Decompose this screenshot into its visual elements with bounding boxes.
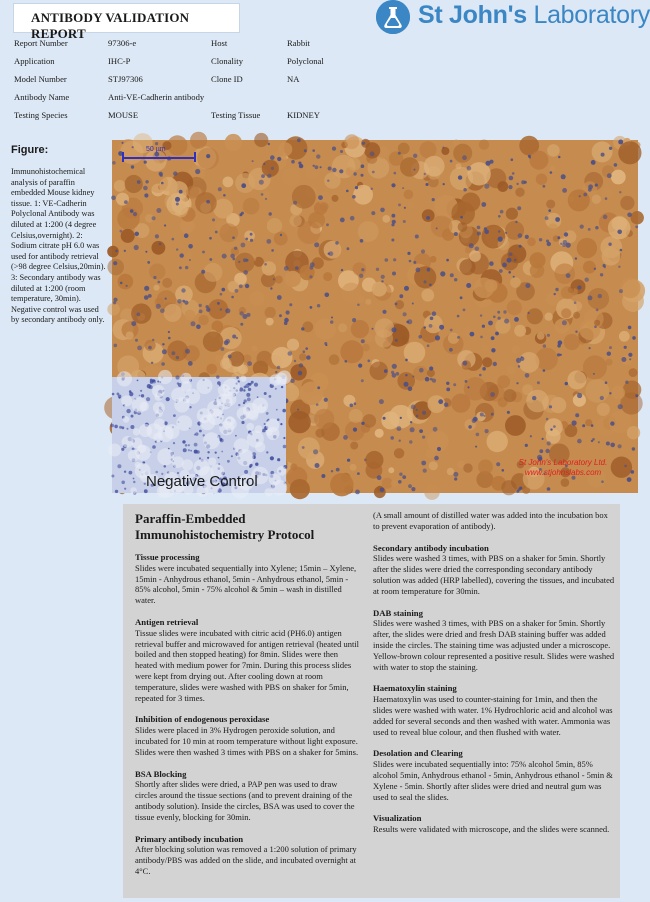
protocol-section: Inhibition of endogenous peroxidase Slides were placed in 3% Hydrogen peroxide solution, and incubated for 10 min at room temperature without light exposure. Slides were then washed 3 times with PBS on a shaker for 5mins.: [135, 714, 359, 757]
info-row: Testing Species MOUSE Testing Tissue KIDNEY: [14, 110, 320, 120]
info-row: Report Number 97306-e Host Rabbit: [14, 38, 310, 48]
brand-name: St John's Laboratory: [418, 1, 650, 29]
protocol-intro: (A small amount of distilled water was added into the incubation box to prevent evaporation of antibody).: [373, 510, 608, 531]
protocol-title: Paraffin-Embedded Immunohistochemistry Protocol: [135, 511, 315, 542]
protocol-section: Haematoxylin staining Haematoxylin was used to counter-staining for 1min, and then the slides were washed with water. 1% Hydrochloric acid and alcohol was added for several seconds and then washed with water. Ammonia was used to reveal blue colour, and then flushed with water.: [373, 683, 613, 737]
protocol-panel: [123, 504, 620, 898]
protocol-section: Tissue processing Slides were incubated sequentially into Xylene; 15min – Xylene, 15min - Anhydrous ethanol, 5min - Anhydrous ethanol, 5min - 85% alcohol, 5min - 75% alcohol & 5min – wash in distilled water.: [135, 552, 357, 606]
protocol-section: DAB staining Slides were washed 3 times, with PBS on a shaker for 5min. Shortly after, the slides were dried and fresh DAB staining buffer was added inside the circles. The staining time was adjusted under a microscope. Yellow-brown colour represented a positive result. Slides were washed with water to stop the staining.: [373, 607, 615, 672]
figure-caption: Immunohistochemical analysis of paraffin embedded Mouse kidney tissue. 1: VE-Cadherin Polyclonal Antibody was diluted at 1:200 (4 degree Celsius,overnight). 2: Sodium citrate pH 6.0 was used for antibody retrieval (>98 degree Celsius,20min). 3: Secondary antibody was diluted at 1:200 (room temperature, 30min). Negative control was used by secondary antibody only.: [11, 167, 106, 325]
microscopy-image: [112, 140, 638, 493]
protocol-section: Secondary antibody incubation Slides were washed 3 times, with PBS on a shaker for 5min. Shortly after the slides were dried the corresponding secondary antibody solution was added (HRP labelled), covering the tissues, and incubated at room temperature for 30min.: [373, 542, 615, 596]
info-row: Application IHC-P Clonality Polyclonal: [14, 56, 324, 66]
info-row: Model Number STJ97306 Clone ID NA: [14, 74, 300, 84]
protocol-section: Visualization Results were validated with microscope, and the slides were scanned.: [373, 813, 610, 835]
negative-control-image: [112, 377, 286, 493]
scale-bar: 50 µm: [122, 152, 196, 162]
protocol-left-column: [135, 552, 361, 888]
protocol-section: Antigen retrieval Tissue slides were incubated with citric acid (PH6.0) antigen retrieval buffer and microwaved for antigen retrieval (heated until boiled and then stopped heating) for 8min. Slides were then heated with medium power for 7min. During this process slides were kept from drying out. After cooling down at room temperature, slides were washed with PBS on shaker for 5min, repeated for 3 times.: [135, 616, 360, 703]
report-title-box: [13, 3, 240, 41]
protocol-section: Desolation and Clearing Slides were incubated sequentially into: 75% alcohol 5min, 85% alcohol 5min, Anhydrous ethanol - 5min, Anhydrous ethanol - 5min & Xylene - 5min. Shortly after slides were dried and neutral gum was used to seal the slides.: [373, 748, 613, 802]
negative-control-label: Negative Control: [146, 473, 258, 490]
watermark: St John's Laboratory Ltd. www.stjohnslabs.com: [518, 458, 608, 477]
flask-icon: [376, 0, 410, 34]
protocol-right-column: [373, 510, 615, 846]
protocol-section: Primary antibody incubation After blocking solution was removed a 1:200 solution of primary antibody/PBS was added on the slide, and incubated overnight at 4°C.: [135, 833, 357, 876]
company-logo: [376, 0, 650, 36]
figure-label: Figure:: [11, 144, 49, 156]
protocol-section: BSA Blocking Shortly after slides were dried, a PAP pen was used to draw circles around the tissue sections (and to prevent draining of the antibody solution). Inside the circles, BSA was used to cover the tissue evenly, blocking for 30min.: [135, 768, 355, 822]
info-row: Antibody Name Anti-VE-Cadherin antibody: [14, 92, 205, 102]
report-title: ANTIBODY VALIDATION REPORT: [31, 10, 190, 41]
